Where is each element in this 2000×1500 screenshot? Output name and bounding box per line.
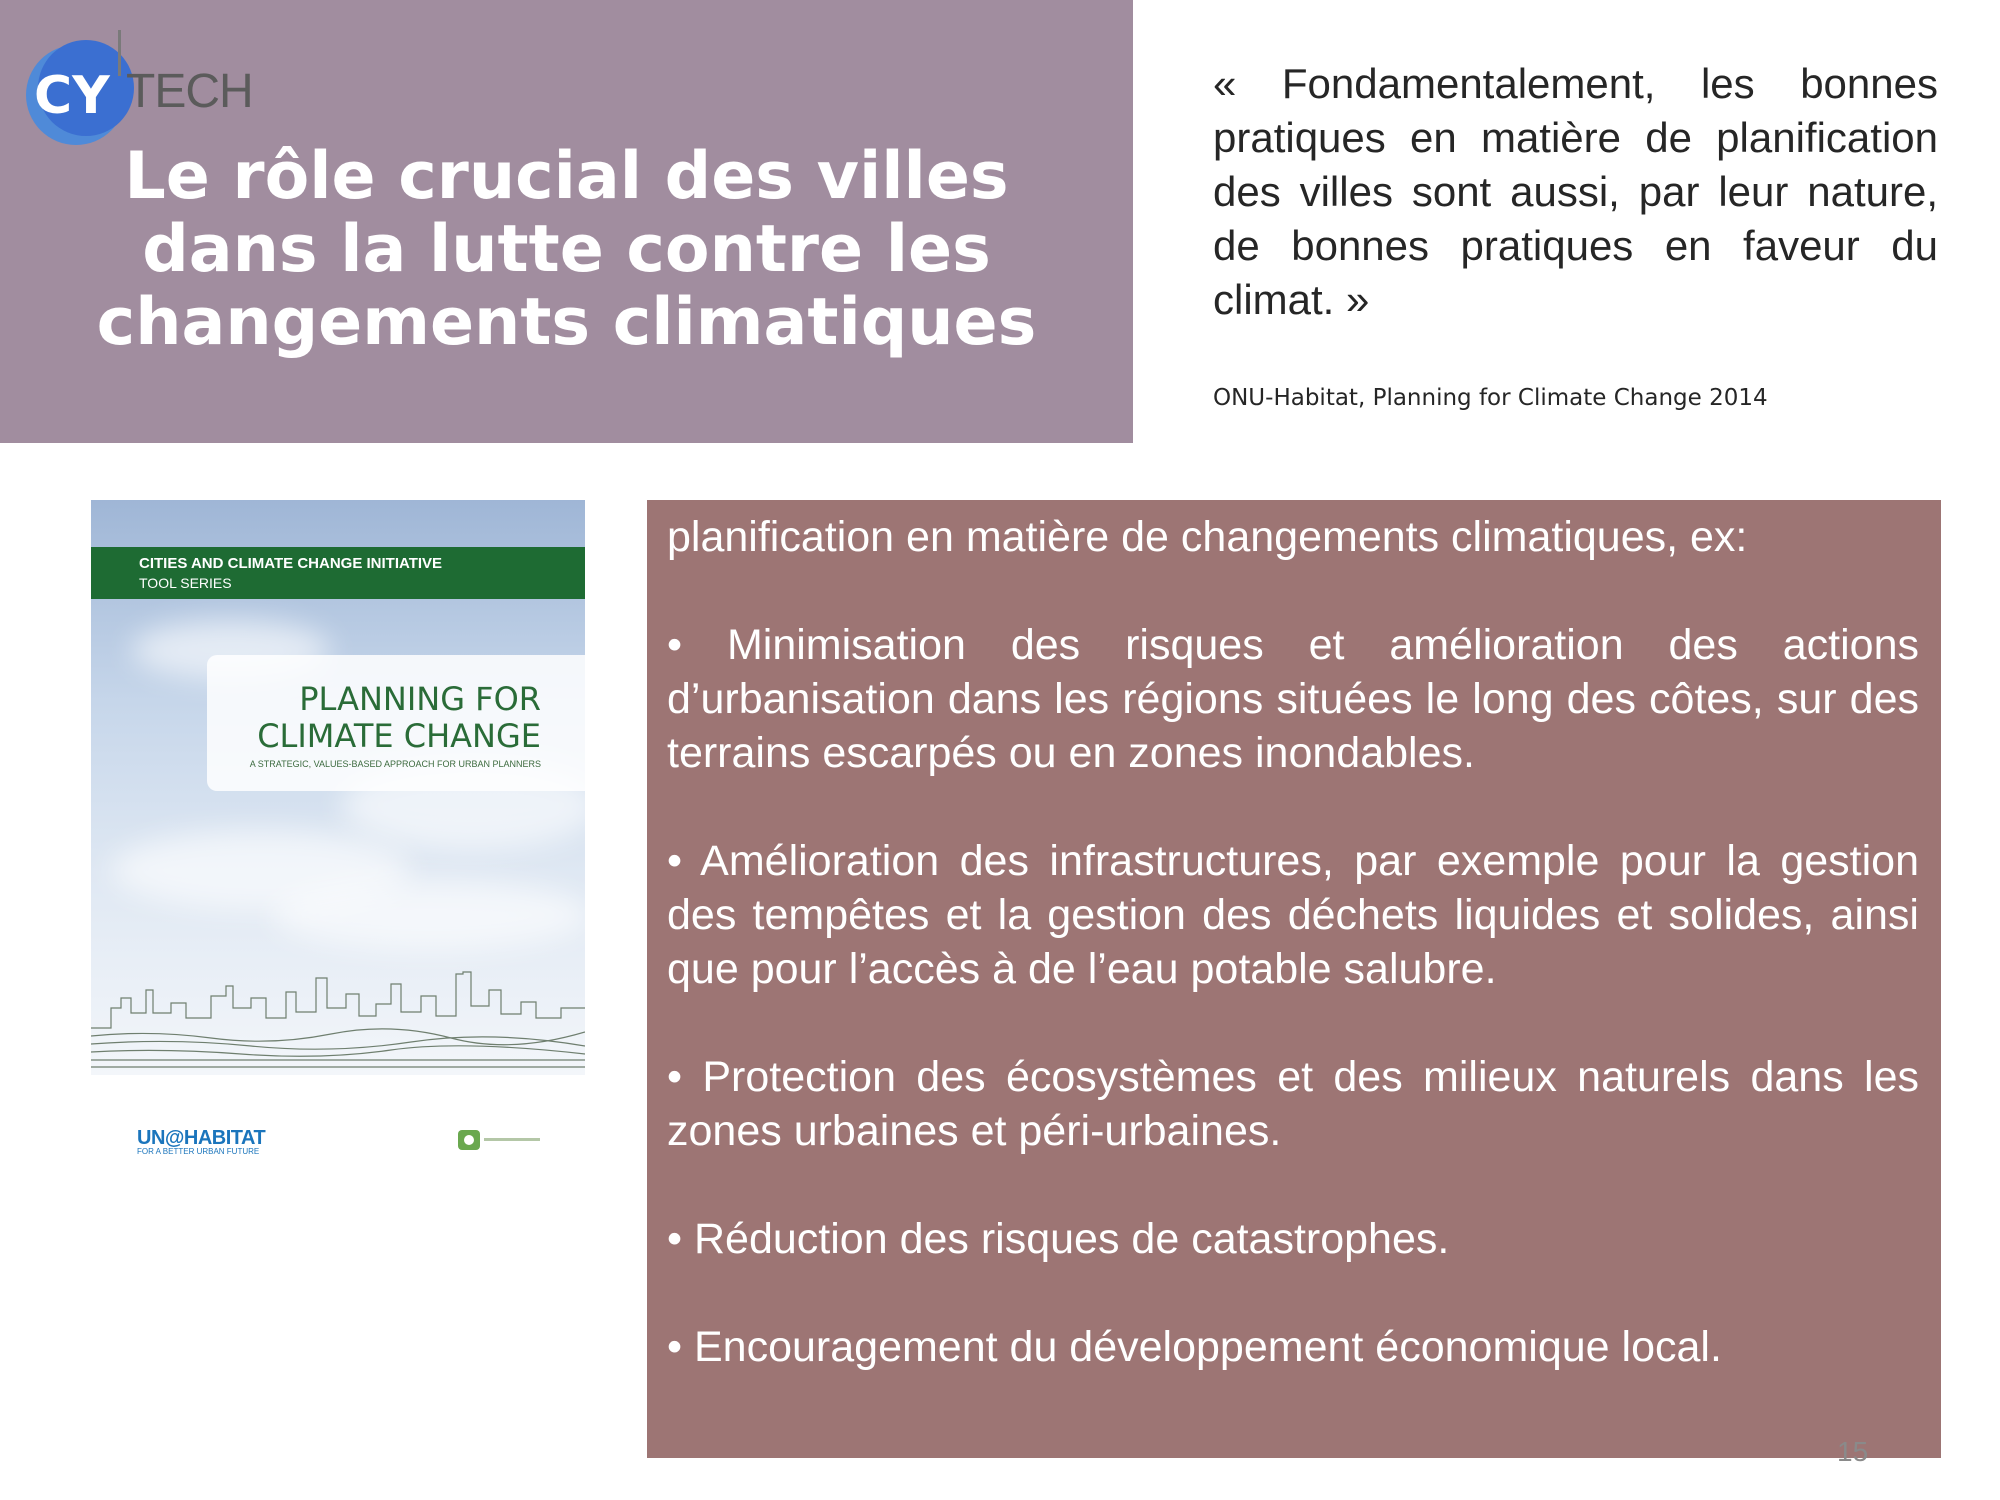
cover-title-box bbox=[207, 655, 585, 791]
book-cover-image bbox=[91, 500, 585, 1075]
cover-band-subtitle: TOOL SERIES bbox=[139, 575, 232, 591]
cover-heading: PLANNING FOR CLIMATE CHANGE bbox=[257, 680, 541, 755]
svg-text:CY: CY bbox=[34, 66, 110, 126]
title-panel bbox=[0, 0, 1133, 443]
cover-band bbox=[91, 547, 585, 599]
city-skyline-illustration bbox=[91, 968, 585, 1073]
content-lead: planification en matière de changements climatiques, ex: bbox=[667, 513, 1748, 561]
un-habitat-tagline: FOR A BETTER URBAN FUTURE bbox=[137, 1147, 260, 1156]
content-box bbox=[647, 500, 1941, 1458]
partner-logo bbox=[458, 1128, 542, 1152]
cover-band-title: CITIES AND CLIMATE CHANGE INITIATIVE bbox=[139, 555, 443, 572]
list-item: • Amélioration des infrastructures, par exemple pour la gestion des tempêtes et la gestion des déchets liquides et solides, ainsi que pour l’accès à de l’eau potable salubre. bbox=[667, 837, 1919, 993]
list-item: • Minimisation des risques et amélioration des actions d’urbanisation dans les régions situées le long des côtes, sur des terrains escarpés ou en zones inondables. bbox=[667, 621, 1919, 777]
quote-source: ONU-Habitat, Planning for Climate Change 2014 bbox=[1213, 385, 1768, 411]
logo-text: TECH bbox=[126, 65, 253, 118]
page-title: Le rôle crucial des villes dans la lutte contre les changements climatiques bbox=[96, 139, 1037, 360]
list-item: • Encouragement du développement économique local. bbox=[667, 1323, 1722, 1371]
bullet-list bbox=[667, 618, 1919, 1374]
un-habitat-logo: UN@HABITAT bbox=[137, 1127, 266, 1149]
quote-text: « Fondamentalement, les bonnes pratiques en matière de planification des villes sont aussi, par leur nature, de bonnes pratiques en faveur du climat. » bbox=[1213, 60, 1938, 323]
list-item: • Protection des écosystèmes et des milieux naturels dans les zones urbaines et péri-urbaines. bbox=[667, 1053, 1919, 1155]
cover-subtitle: A STRATEGIC, VALUES-BASED APPROACH FOR URBAN PLANNERS bbox=[249, 759, 541, 769]
page-number: 15 bbox=[1837, 1436, 1869, 1467]
list-item: • Réduction des risques de catastrophes. bbox=[667, 1215, 1450, 1263]
